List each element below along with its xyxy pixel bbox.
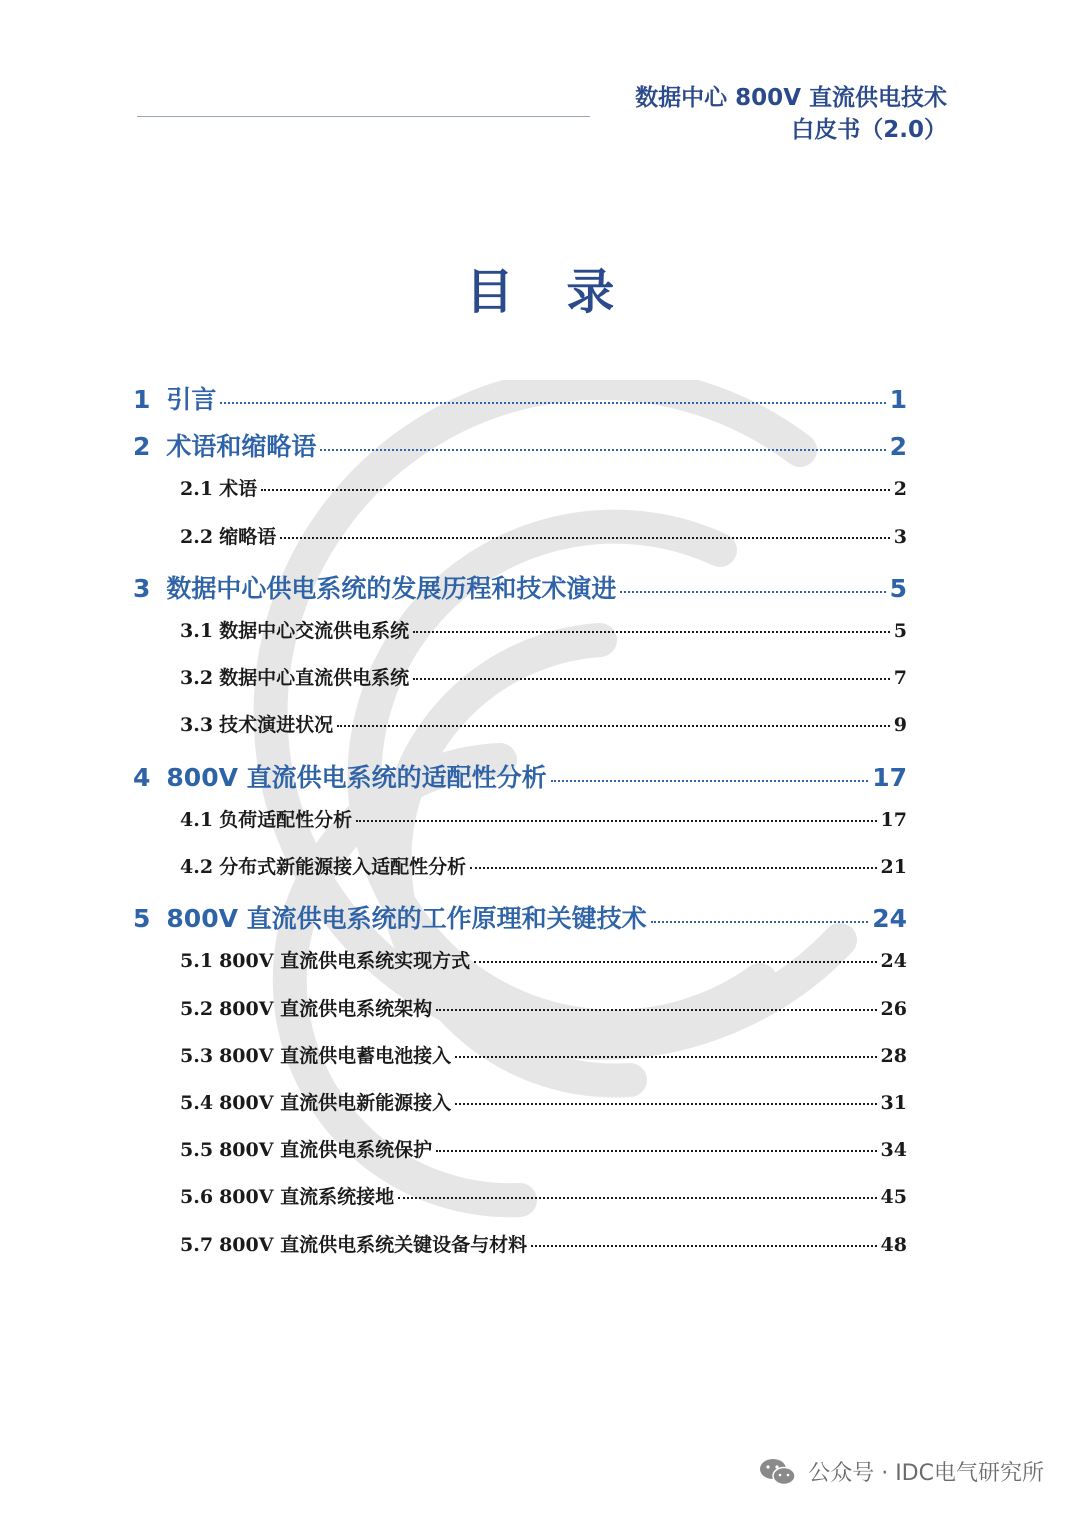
- toc-section-entry[interactable]: [180, 1088, 907, 1115]
- toc-chapter-entry[interactable]: [133, 758, 907, 794]
- toc-page-number: 26: [880, 997, 907, 1020]
- toc-section-entry[interactable]: [180, 1182, 907, 1209]
- toc-title: 目 录: [465, 264, 633, 320]
- toc-page-number: 5: [889, 573, 907, 603]
- toc-dot-leader: [337, 725, 890, 727]
- toc-dot-leader: [620, 591, 885, 593]
- toc-entry-title: 数据中心供电系统的发展历程和技术演进: [166, 573, 617, 603]
- toc-entry-title: 技术演进状况: [219, 714, 334, 737]
- toc-entry-number: 2.1: [180, 478, 214, 501]
- toc-entry-title: 术语和缩略语: [166, 432, 317, 462]
- toc-page-number: 17: [880, 808, 907, 831]
- toc-entry-number: 2.2: [180, 525, 214, 548]
- toc-section-entry[interactable]: [180, 710, 907, 737]
- toc-entry-title: 引言: [166, 385, 217, 414]
- toc-page-number: 9: [893, 714, 907, 737]
- toc-section-entry[interactable]: [180, 852, 907, 879]
- toc-page-number: 2: [893, 478, 907, 501]
- toc-page-number: 2: [889, 432, 907, 462]
- toc-dot-leader: [398, 1197, 876, 1199]
- wechat-account-watermark: [758, 1456, 1044, 1487]
- toc-page-number: 5: [893, 620, 907, 642]
- toc-entry-title: 800V 直流供电蓄电池接入: [219, 1044, 452, 1067]
- toc-entry-title: 800V 直流供电新能源接入: [219, 1092, 452, 1114]
- toc-dot-leader: [551, 780, 869, 782]
- toc-entry-number: 5.6: [180, 1186, 214, 1209]
- header-title-line1: 数据中心 800V 直流供电技术: [635, 85, 947, 111]
- toc-dot-leader: [320, 449, 885, 451]
- toc-page-number: 24: [872, 904, 907, 934]
- toc-entry-title: 800V 直流供电系统实现方式: [219, 950, 471, 973]
- toc-entry-number: 3.3: [180, 714, 214, 737]
- toc-dot-leader: [436, 1150, 876, 1152]
- header-title-line2: 白皮书（2.0）: [791, 117, 947, 143]
- toc-dot-leader: [455, 1103, 876, 1105]
- toc-page-number: 31: [880, 1092, 907, 1114]
- toc-page-number: 34: [880, 1139, 907, 1162]
- toc-dot-leader: [531, 1245, 876, 1247]
- toc-entry-number: 5: [133, 904, 151, 934]
- toc-entry-title: 数据中心直流供电系统: [219, 667, 410, 690]
- toc-entry-number: 5.4: [180, 1092, 214, 1114]
- toc-dot-leader: [436, 1009, 876, 1011]
- footer-account-text: 公众号 · IDC电气研究所: [808, 1461, 1044, 1486]
- toc-section-entry[interactable]: [180, 663, 907, 690]
- toc-section-entry[interactable]: [180, 616, 907, 643]
- toc-chapter-entry[interactable]: [133, 427, 907, 463]
- toc-dot-leader: [455, 1056, 876, 1058]
- toc-entry-number: 4: [133, 762, 151, 792]
- toc-entry-number: 5.3: [180, 1044, 214, 1067]
- toc-entry-title: 800V 直流供电系统保护: [219, 1139, 433, 1162]
- toc-entry-number: 4.1: [180, 808, 214, 831]
- toc-entry-number: 5.5: [180, 1139, 214, 1162]
- toc-chapter-entry[interactable]: [133, 899, 907, 935]
- toc-entry-title: 800V 直流供电系统的工作原理和关键技术: [166, 904, 647, 934]
- toc-dot-leader: [651, 921, 869, 923]
- toc-page-number: 28: [880, 1044, 907, 1067]
- toc-entry-title: 数据中心交流供电系统: [219, 620, 410, 642]
- wechat-icon: [758, 1457, 798, 1487]
- toc-page-number: 3: [893, 525, 907, 548]
- toc-entry-number: 3: [133, 573, 151, 603]
- toc-section-entry[interactable]: [180, 1230, 907, 1257]
- toc-page-number: 24: [880, 950, 907, 973]
- toc-dot-leader: [280, 537, 890, 539]
- toc-entry-number: 5.1: [180, 950, 214, 973]
- toc-entry-number: 1: [133, 385, 151, 414]
- toc-dot-leader: [261, 489, 890, 491]
- toc-entry-title: 800V 直流供电系统关键设备与材料: [219, 1233, 528, 1256]
- toc-entry-number: 5.2: [180, 997, 214, 1020]
- toc-entry-number: 2: [133, 432, 151, 462]
- toc-entry-title: 800V 直流供电系统架构: [219, 997, 433, 1020]
- toc-dot-leader: [470, 867, 876, 869]
- toc-page-number: 17: [872, 762, 907, 792]
- toc-chapter-entry[interactable]: [133, 380, 907, 416]
- toc-entry-title: 分布式新能源接入适配性分析: [219, 856, 467, 878]
- toc-entry-number: 4.2: [180, 856, 214, 878]
- toc-entry-title: 负荷适配性分析: [219, 808, 353, 831]
- toc-page-number: 48: [880, 1233, 907, 1256]
- toc-dot-leader: [356, 820, 876, 822]
- toc-entry-title: 800V 直流系统接地: [219, 1186, 395, 1209]
- toc-section-entry[interactable]: [180, 946, 907, 973]
- toc-entry-title: 800V 直流供电系统的适配性分析: [166, 762, 547, 792]
- toc-section-entry[interactable]: [180, 1135, 907, 1162]
- toc-section-entry[interactable]: [180, 805, 907, 832]
- toc-page-number: 21: [880, 856, 907, 878]
- toc-entry-number: 5.7: [180, 1233, 214, 1256]
- toc-dot-leader: [413, 678, 890, 680]
- toc-page-number: 7: [893, 667, 907, 690]
- toc-page-number: 1: [889, 385, 907, 414]
- toc-section-entry[interactable]: [180, 474, 907, 501]
- toc-section-entry[interactable]: [180, 1041, 907, 1068]
- toc-dot-leader: [220, 402, 885, 404]
- toc-page-number: 45: [880, 1186, 907, 1209]
- toc-entry-number: 3.2: [180, 667, 214, 690]
- toc-entry-title: 缩略语: [219, 525, 277, 548]
- toc-section-entry[interactable]: [180, 994, 907, 1021]
- toc-dot-leader: [413, 631, 890, 633]
- toc-chapter-entry[interactable]: [133, 569, 907, 605]
- toc-entry-number: 3.1: [180, 620, 214, 642]
- toc-section-entry[interactable]: [180, 522, 907, 549]
- toc-entry-title: 术语: [219, 478, 258, 501]
- toc-dot-leader: [474, 961, 876, 963]
